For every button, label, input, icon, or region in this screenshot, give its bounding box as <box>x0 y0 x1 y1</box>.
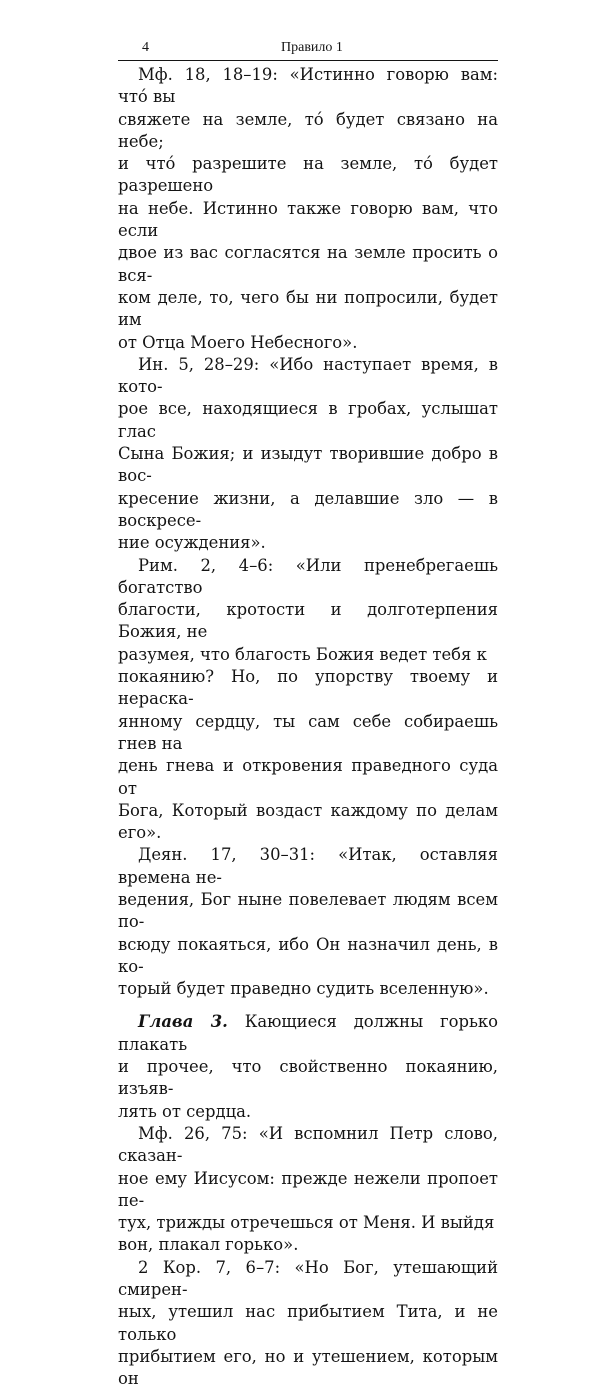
running-title: Правило 1 <box>281 40 343 55</box>
paragraph-in-5 <box>118 354 498 555</box>
text-line: на небе. Истинно также говорю вам, что если <box>118 198 498 241</box>
chapter-lines <box>118 1057 498 1121</box>
text-line: лять от сердца. <box>118 1101 252 1121</box>
body-text <box>118 64 498 1391</box>
chapter-spacer <box>118 1000 498 1011</box>
text-line: рое все, находящиеся в гробах, услышат глас <box>118 399 498 441</box>
text-line: вон, плакал горько». <box>118 1235 299 1255</box>
text-line: покаянию? Но, по упорству твоему и нераска- <box>118 667 498 709</box>
paragraph-mf-18 <box>118 64 498 354</box>
text-line: и прочее, что свойственно покаянию, изъяв- <box>118 1057 498 1099</box>
text-line: Бога, Который воздаст каждому по делам его». <box>118 800 498 843</box>
text-line: Ин. 5, 28–29: «Ибо наступает время, в кото- <box>118 354 498 397</box>
page-number: 4 <box>142 40 149 55</box>
text-line: ние осуждения». <box>118 533 266 553</box>
text-line: и что́ разрешите на земле, то́ будет разрешено <box>118 154 498 196</box>
text-line: ных, утешил нас прибытием Тита, и не только <box>118 1302 498 1344</box>
text-line: Мф. 18, 18–19: «Истинно говорю вам: что́ вы <box>118 65 498 107</box>
header-rule <box>118 60 498 61</box>
paragraph-deyan-17 <box>118 844 498 1000</box>
text-line: торый будет праведно судить вселенную». <box>118 979 489 999</box>
text-line: Сына Божия; и изыдут творившие добро в вос- <box>118 444 498 486</box>
paragraph-rim-2 <box>118 555 498 845</box>
text-line: тух, трижды отречешься от Меня. И выйдя <box>118 1213 495 1233</box>
chapter-heading: Глава 3. <box>138 1012 228 1032</box>
text-line: благости, кротости и долготерпения Божия, не <box>118 600 498 642</box>
page-header <box>118 40 496 58</box>
text-line: разумея, что благость Божия ведет тебя к <box>118 644 487 664</box>
text-line: свяжете на земле, то́ будет связано на небе; <box>118 109 498 151</box>
text-line: день гнева и откровения праведного суда от <box>118 756 498 798</box>
text-line: прибытием его, но и утешением, которым он <box>118 1346 498 1389</box>
text-line: всюду покаяться, ибо Он назначил день, в ко- <box>118 934 498 976</box>
paragraph-mf-26 <box>118 1123 498 1257</box>
chapter-first-line: Кающиеся должны горько плакать <box>118 1012 498 1054</box>
text-line: ком деле, то, чего бы ни попросили, будет им <box>118 287 498 330</box>
text-line: Мф. 26, 75: «И вспомнил Петр слово, сказан- <box>118 1123 498 1166</box>
text-line: янному сердцу, ты сам себе собираешь гнев на <box>118 711 498 753</box>
text-line: от Отца Моего Небесного». <box>118 332 358 352</box>
paragraph-2-kor-7 <box>118 1257 498 1391</box>
text-line: ное ему Иисусом: прежде нежели пропоет пе- <box>118 1168 498 1210</box>
text-line: кресение жизни, а делавшие зло — в воскресе- <box>118 488 498 530</box>
text-line: ведения, Бог ныне повелевает людям всем по- <box>118 889 498 932</box>
chapter-3-paragraph <box>118 1011 498 1122</box>
text-line: двое из вас согласятся на земле просить о вся- <box>118 243 498 285</box>
text-line: Деян. 17, 30–31: «Итак, оставляя времена не- <box>118 845 498 887</box>
text-line: 2 Кор. 7, 6–7: «Но Бог, утешающий смирен- <box>118 1257 498 1300</box>
text-line: Рим. 2, 4–6: «Или пренебрегаешь богатство <box>118 555 498 597</box>
